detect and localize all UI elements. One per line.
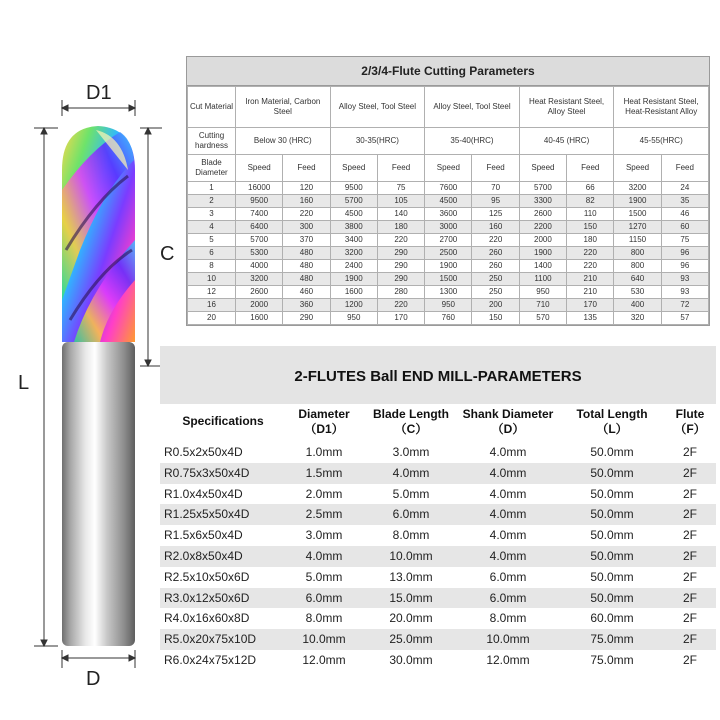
feed-cell: 180 [567, 234, 614, 247]
blade-diameter-cell: 3 [188, 208, 236, 221]
feed-cell: 60 [661, 221, 708, 234]
ball-row [160, 463, 716, 484]
header-diameter [282, 404, 366, 442]
shank-diameter-cell: 6.0mm [489, 569, 527, 584]
speed-cell: 3600 [425, 208, 472, 221]
total-length-cell: 50.0mm [590, 548, 634, 563]
speed-header: Speed [425, 155, 472, 182]
feed-cell: 180 [377, 221, 424, 234]
feed-cell: 360 [283, 299, 330, 312]
speed-cell: 1150 [614, 234, 661, 247]
feed-cell: 35 [661, 195, 708, 208]
dimension-d [62, 650, 135, 668]
flute-cell: 2F [682, 611, 697, 626]
feed-header: Feed [661, 155, 708, 182]
dim-label-d: D [86, 668, 101, 690]
shank-diameter-cell: 10.0mm [486, 632, 530, 647]
feed-header: Feed [377, 155, 424, 182]
blade-diameter-cell: 5 [188, 234, 236, 247]
speed-cell: 950 [330, 312, 377, 325]
header-flute [664, 404, 716, 442]
feed-cell: 66 [567, 182, 614, 195]
blade-length-cell: 4.0mm [392, 465, 430, 480]
speed-cell: 1400 [519, 260, 566, 273]
flute-cell: 2F [682, 548, 697, 563]
speed-cell: 5700 [236, 234, 283, 247]
speed-cell: 4000 [236, 260, 283, 273]
hardness-row [188, 128, 709, 155]
speed-cell: 3200 [236, 273, 283, 286]
cutting-row [188, 234, 709, 247]
ball-row [160, 442, 716, 463]
ball-table-header [160, 404, 716, 442]
speed-cell: 5700 [519, 182, 566, 195]
feed-cell: 250 [472, 286, 519, 299]
feed-cell: 120 [283, 182, 330, 195]
feed-cell: 290 [283, 312, 330, 325]
flute-cell: 2F [682, 486, 697, 501]
speed-cell: 9500 [236, 195, 283, 208]
total-length-cell: 50.0mm [590, 507, 634, 522]
row-label-hardness: Cutting hardness [188, 128, 236, 155]
feed-cell: 140 [377, 208, 424, 221]
speed-cell: 1900 [614, 195, 661, 208]
speed-cell: 1600 [236, 312, 283, 325]
blade-length-cell: 15.0mm [389, 590, 433, 605]
speed-cell: 4500 [425, 195, 472, 208]
speed-feed-header-row [188, 155, 709, 182]
feed-cell: 300 [283, 221, 330, 234]
feed-cell: 220 [283, 208, 330, 221]
header-shank-diameter-sub: （D） [491, 422, 525, 436]
feed-cell: 220 [377, 299, 424, 312]
speed-cell: 3000 [425, 221, 472, 234]
feed-cell: 220 [567, 260, 614, 273]
speed-header: Speed [236, 155, 283, 182]
speed-cell: 530 [614, 286, 661, 299]
cutting-row [188, 221, 709, 234]
feed-cell: 96 [661, 247, 708, 260]
feed-cell: 210 [567, 286, 614, 299]
speed-cell: 3400 [330, 234, 377, 247]
flute-cell: 2F [682, 465, 697, 480]
speed-cell: 7400 [236, 208, 283, 221]
shank-diameter-cell: 6.0mm [489, 590, 527, 605]
header-total-length-sub: （L） [596, 422, 628, 436]
feed-cell: 260 [472, 260, 519, 273]
feed-cell: 480 [283, 247, 330, 260]
ball-row [160, 546, 716, 567]
speed-cell: 1600 [330, 286, 377, 299]
blade-diameter-cell: 16 [188, 299, 236, 312]
blade-length-cell: 5.0mm [392, 486, 430, 501]
hardness-cell: Below 30 (HRC) [236, 128, 331, 155]
flute-cell: 2F [682, 652, 697, 667]
total-length-cell: 75.0mm [590, 652, 634, 667]
feed-cell: 96 [661, 260, 708, 273]
speed-cell: 1900 [425, 260, 472, 273]
feed-cell: 220 [377, 234, 424, 247]
spec-cell: R2.0x8x50x4D [164, 548, 243, 563]
feed-cell: 150 [472, 312, 519, 325]
flute-cell: 2F [682, 528, 697, 543]
blade-length-cell: 8.0mm [392, 528, 430, 543]
feed-cell: 460 [283, 286, 330, 299]
spec-cell: R0.75x3x50x4D [164, 465, 250, 480]
speed-cell: 2000 [519, 234, 566, 247]
diameter-cell: 5.0mm [305, 569, 343, 584]
total-length-cell: 50.0mm [590, 465, 634, 480]
feed-cell: 290 [377, 260, 424, 273]
speed-cell: 2600 [519, 208, 566, 221]
cutting-row [188, 195, 709, 208]
diameter-cell: 2.0mm [305, 486, 343, 501]
blade-diameter-cell: 6 [188, 247, 236, 260]
speed-cell: 320 [614, 312, 661, 325]
feed-cell: 370 [283, 234, 330, 247]
hardness-cell: 35-40(HRC) [425, 128, 520, 155]
speed-cell: 4500 [330, 208, 377, 221]
spec-cell: R1.0x4x50x4D [164, 486, 243, 501]
feed-cell: 220 [567, 247, 614, 260]
ball-row [160, 629, 716, 650]
feed-cell: 75 [661, 234, 708, 247]
cutting-grid [187, 86, 709, 325]
header-blade-length-label: Blade Length [372, 407, 449, 421]
spec-cell: R2.5x10x50x6D [164, 569, 250, 584]
dimension-l [34, 128, 58, 646]
speed-cell: 2200 [519, 221, 566, 234]
speed-cell: 9500 [330, 182, 377, 195]
feed-cell: 93 [661, 286, 708, 299]
header-total-length [560, 404, 664, 442]
blade-length-cell: 3.0mm [392, 445, 430, 459]
speed-header: Speed [330, 155, 377, 182]
feed-cell: 150 [567, 221, 614, 234]
material-cell: Alloy Steel, Tool Steel [330, 87, 425, 128]
speed-cell: 710 [519, 299, 566, 312]
shank-diameter-cell: 12.0mm [486, 652, 530, 667]
dim-label-l: L [18, 372, 30, 394]
material-row [188, 87, 709, 128]
flute-cell: 2F [682, 507, 697, 522]
header-flute-sub: （F） [674, 422, 706, 436]
speed-cell: 2700 [425, 234, 472, 247]
diameter-cell: 10.0mm [302, 632, 346, 647]
feed-cell: 480 [283, 260, 330, 273]
flute-cell: 2F [682, 632, 697, 647]
material-cell: Heat Resistant Steel, Alloy Steel [519, 87, 614, 128]
hardness-cell: 45-55(HRC) [614, 128, 709, 155]
speed-cell: 1100 [519, 273, 566, 286]
feed-cell: 480 [283, 273, 330, 286]
speed-cell: 2400 [330, 260, 377, 273]
end-mill-illustration [0, 0, 180, 720]
speed-header: Speed [614, 155, 661, 182]
feed-cell: 46 [661, 208, 708, 221]
speed-cell: 7600 [425, 182, 472, 195]
header-shank-diameter [456, 404, 560, 442]
spec-cell: R6.0x24x75x12D [164, 652, 257, 667]
speed-cell: 800 [614, 260, 661, 273]
feed-cell: 220 [472, 234, 519, 247]
feed-cell: 210 [567, 273, 614, 286]
total-length-cell: 75.0mm [590, 632, 634, 647]
blade-length-cell: 25.0mm [389, 632, 433, 647]
hardness-cell: 30-35(HRC) [330, 128, 425, 155]
feed-cell: 95 [472, 195, 519, 208]
speed-cell: 5700 [330, 195, 377, 208]
feed-cell: 82 [567, 195, 614, 208]
cutting-row [188, 247, 709, 260]
feed-cell: 70 [472, 182, 519, 195]
feed-cell: 170 [567, 299, 614, 312]
speed-cell: 1300 [425, 286, 472, 299]
speed-cell: 1200 [330, 299, 377, 312]
feed-cell: 57 [661, 312, 708, 325]
blade-diameter-cell: 1 [188, 182, 236, 195]
blade-diameter-cell: 4 [188, 221, 236, 234]
shank-diameter-cell: 4.0mm [489, 445, 527, 459]
speed-cell: 570 [519, 312, 566, 325]
diameter-cell: 1.0mm [305, 445, 343, 459]
material-cell: Iron Material, Carbon Steel [236, 87, 331, 128]
diameter-cell: 4.0mm [305, 548, 343, 563]
row-label-material: Cut Material [188, 87, 236, 128]
diameter-cell: 6.0mm [305, 590, 343, 605]
feed-cell: 250 [472, 273, 519, 286]
spec-cell: R0.5x2x50x4D [164, 445, 243, 459]
feed-cell: 110 [567, 208, 614, 221]
header-blade-length-sub: （C） [394, 422, 428, 436]
ball-table-title: 2-FLUTES Ball END MILL-PARAMETERS [160, 346, 716, 404]
feed-cell: 125 [472, 208, 519, 221]
header-total-length-label: Total Length [576, 407, 648, 421]
header-diameter-label: Diameter [298, 407, 350, 421]
cutting-row [188, 208, 709, 221]
cutting-parameters-table [186, 56, 710, 326]
feed-header: Feed [472, 155, 519, 182]
speed-cell: 640 [614, 273, 661, 286]
blade-diameter-cell: 10 [188, 273, 236, 286]
feed-cell: 260 [472, 247, 519, 260]
total-length-cell: 50.0mm [590, 569, 634, 584]
diameter-cell: 3.0mm [305, 528, 343, 543]
feed-cell: 105 [377, 195, 424, 208]
total-length-cell: 50.0mm [590, 528, 634, 543]
speed-cell: 1900 [330, 273, 377, 286]
speed-cell: 3200 [614, 182, 661, 195]
header-flute-label: Flute [675, 407, 705, 421]
feed-cell: 160 [472, 221, 519, 234]
spec-cell: R1.25x5x50x4D [164, 507, 250, 522]
speed-cell: 3800 [330, 221, 377, 234]
shank-diameter-cell: 4.0mm [489, 486, 527, 501]
speed-cell: 1900 [519, 247, 566, 260]
ball-row [160, 525, 716, 546]
cutting-row [188, 286, 709, 299]
row-label-blade: Blade Diameter [188, 155, 236, 182]
dimension-c [140, 128, 162, 366]
speed-cell: 400 [614, 299, 661, 312]
speed-cell: 6400 [236, 221, 283, 234]
shank-diameter-cell: 4.0mm [489, 507, 527, 522]
feed-cell: 135 [567, 312, 614, 325]
total-length-cell: 50.0mm [590, 445, 634, 459]
speed-cell: 2500 [425, 247, 472, 260]
shank-diameter-cell: 4.0mm [489, 528, 527, 543]
blade-length-cell: 6.0mm [392, 507, 430, 522]
cutting-row [188, 182, 709, 195]
ball-row [160, 608, 716, 629]
total-length-cell: 50.0mm [590, 486, 634, 501]
cutting-row [188, 273, 709, 286]
header-specifications: Specifications [182, 414, 264, 428]
cutting-row [188, 312, 709, 325]
diameter-cell: 12.0mm [302, 652, 346, 667]
speed-cell: 950 [519, 286, 566, 299]
tool-shank [62, 342, 135, 646]
feed-cell: 93 [661, 273, 708, 286]
material-cell: Heat Resistant Steel, Heat-Resistant Alloy [614, 87, 709, 128]
speed-cell: 760 [425, 312, 472, 325]
header-blade-length [366, 404, 456, 442]
shank-diameter-cell: 4.0mm [489, 465, 527, 480]
speed-cell: 800 [614, 247, 661, 260]
diameter-cell: 8.0mm [305, 611, 343, 626]
speed-cell: 5300 [236, 247, 283, 260]
shank-diameter-cell: 4.0mm [489, 548, 527, 563]
blade-diameter-cell: 2 [188, 195, 236, 208]
cutting-row [188, 299, 709, 312]
feed-cell: 160 [283, 195, 330, 208]
feed-header: Feed [567, 155, 614, 182]
feed-cell: 170 [377, 312, 424, 325]
material-cell: Alloy Steel, Tool Steel [425, 87, 520, 128]
feed-cell: 72 [661, 299, 708, 312]
feed-cell: 280 [377, 286, 424, 299]
ball-row [160, 650, 716, 671]
spec-cell: R4.0x16x60x8D [164, 611, 250, 626]
feed-cell: 290 [377, 273, 424, 286]
speed-cell: 1500 [614, 208, 661, 221]
flute-cell: 2F [682, 590, 697, 605]
speed-cell: 2600 [236, 286, 283, 299]
flute-cell: 2F [682, 569, 697, 584]
tool-cutting-head [62, 126, 135, 342]
feed-header: Feed [283, 155, 330, 182]
blade-length-cell: 10.0mm [389, 548, 433, 563]
feed-cell: 24 [661, 182, 708, 195]
speed-cell: 1500 [425, 273, 472, 286]
spec-cell: R5.0x20x75x10D [164, 632, 257, 647]
feed-cell: 200 [472, 299, 519, 312]
header-shank-diameter-label: Shank Diameter [462, 407, 554, 421]
blade-diameter-cell: 12 [188, 286, 236, 299]
ball-end-mill-table [160, 346, 716, 671]
diameter-cell: 1.5mm [305, 465, 343, 480]
ball-table-body [160, 442, 716, 671]
hardness-cell: 40-45 (HRC) [519, 128, 614, 155]
total-length-cell: 60.0mm [590, 611, 634, 626]
speed-cell: 3300 [519, 195, 566, 208]
speed-cell: 16000 [236, 182, 283, 195]
blade-diameter-cell: 20 [188, 312, 236, 325]
feed-cell: 75 [377, 182, 424, 195]
shank-diameter-cell: 8.0mm [489, 611, 527, 626]
spec-cell: R3.0x12x50x6D [164, 590, 250, 605]
cutting-table-title: 2/3/4-Flute Cutting Parameters [187, 57, 709, 86]
speed-cell: 1270 [614, 221, 661, 234]
speed-header: Speed [519, 155, 566, 182]
diameter-cell: 2.5mm [305, 507, 343, 522]
spec-cell: R1.5x6x50x4D [164, 528, 243, 543]
header-diameter-sub: （D1） [304, 422, 344, 436]
speed-cell: 950 [425, 299, 472, 312]
ball-row [160, 504, 716, 525]
blade-length-cell: 13.0mm [389, 569, 433, 584]
speed-cell: 2000 [236, 299, 283, 312]
blade-length-cell: 30.0mm [389, 652, 433, 667]
speed-cell: 3200 [330, 247, 377, 260]
total-length-cell: 50.0mm [590, 590, 634, 605]
ball-row [160, 588, 716, 609]
flute-cell: 2F [682, 445, 697, 459]
ball-row [160, 484, 716, 505]
feed-cell: 290 [377, 247, 424, 260]
ball-row [160, 567, 716, 588]
blade-diameter-cell: 8 [188, 260, 236, 273]
cutting-row [188, 260, 709, 273]
dim-label-d1: D1 [86, 82, 112, 104]
dim-label-c: C [160, 243, 175, 265]
blade-length-cell: 20.0mm [389, 611, 433, 626]
